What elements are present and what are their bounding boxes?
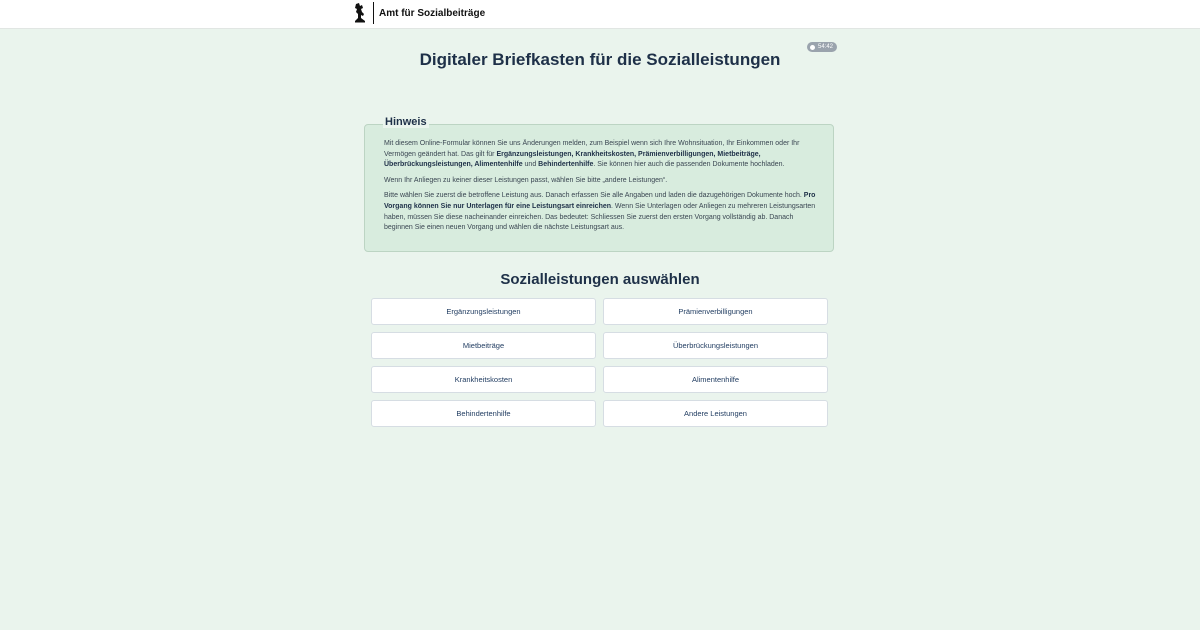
notice-bold-text: Pro Vorgang können Sie nur Unterlagen für eine Leistungsart einreichen	[384, 192, 816, 210]
service-button-krankheitskosten[interactable]: Krankheitskosten	[371, 366, 596, 393]
service-button-alimentenhilfe[interactable]: Alimentenhilfe	[603, 366, 828, 393]
org-name: Amt für Sozialbeiträge	[379, 7, 486, 19]
page-title: Digitaler Briefkasten für die Sozialleistungen	[419, 50, 781, 69]
logo-divider	[373, 2, 374, 24]
service-button-praemienverbilligungen[interactable]: Prämienverbilligungen	[603, 298, 828, 325]
notice-paragraph-1	[384, 139, 824, 171]
notice-text: . Wenn Sie Unterlagen oder Anliegen zu mehreren Leistungsarten haben, müssen Sie diese nacheinander einreichen. Das bedeutet: Schliessen Sie zuerst den ersten Vorgang vollständig ab. Danach beginnen Sie einen neuen Vorgang und wählen die nächste Leistungsart aus.	[384, 202, 816, 232]
notice-paragraph-3	[384, 191, 824, 233]
service-button-ergaenzungsleistungen[interactable]: Ergänzungsleistungen	[371, 298, 596, 325]
clock-icon	[810, 45, 815, 50]
notice-text: Mit diesem Online-Formular können Sie uns Änderungen melden, zum Beispiel wenn sich Ihre Wohnsituation, Ihr Einkommen oder Ihr Vermögen geändert hat. Das gilt für	[384, 140, 800, 158]
notice-text: . Sie können hier auch die passenden Dokumente hochladen.	[593, 161, 785, 169]
timer-value: 54:42	[818, 44, 834, 50]
service-button-behindertenhilfe[interactable]: Behindertenhilfe	[371, 400, 596, 427]
section-title: Sozialleistungen auswählen	[500, 271, 700, 288]
service-grid	[371, 298, 828, 427]
basel-staff-icon	[352, 3, 368, 23]
notice-text: Bitte wählen Sie zuerst die betroffene Leistung aus. Danach erfassen Sie alle Angaben und laden die dazugehörigen Dokumente hoch.	[384, 192, 804, 200]
notice-paragraph-2: Wenn Ihr Anliegen zu keiner dieser Leistungen passt, wählen Sie bitte „andere Leistungen“.	[384, 176, 668, 184]
service-button-andere-leistungen[interactable]: Andere Leistungen	[603, 400, 828, 427]
notice-bold-text: Ergänzungsleistungen, Krankheitskosten, Prämienverbilligungen, Mietbeiträge, Überbrückungsleistungen, Alimentenhilfe	[384, 150, 761, 169]
service-button-ueberbrueckungsleistungen[interactable]: Überbrückungsleistungen	[603, 332, 828, 359]
top-bar	[0, 0, 1200, 29]
org-logo[interactable]	[352, 0, 485, 26]
notice-text: und	[522, 161, 539, 169]
notice-body	[384, 139, 824, 239]
notice-bold-text: Behindertenhilfe	[538, 161, 594, 169]
notice-title: Hinweis	[385, 116, 427, 128]
service-button-mietbeitraege[interactable]: Mietbeiträge	[371, 332, 596, 359]
